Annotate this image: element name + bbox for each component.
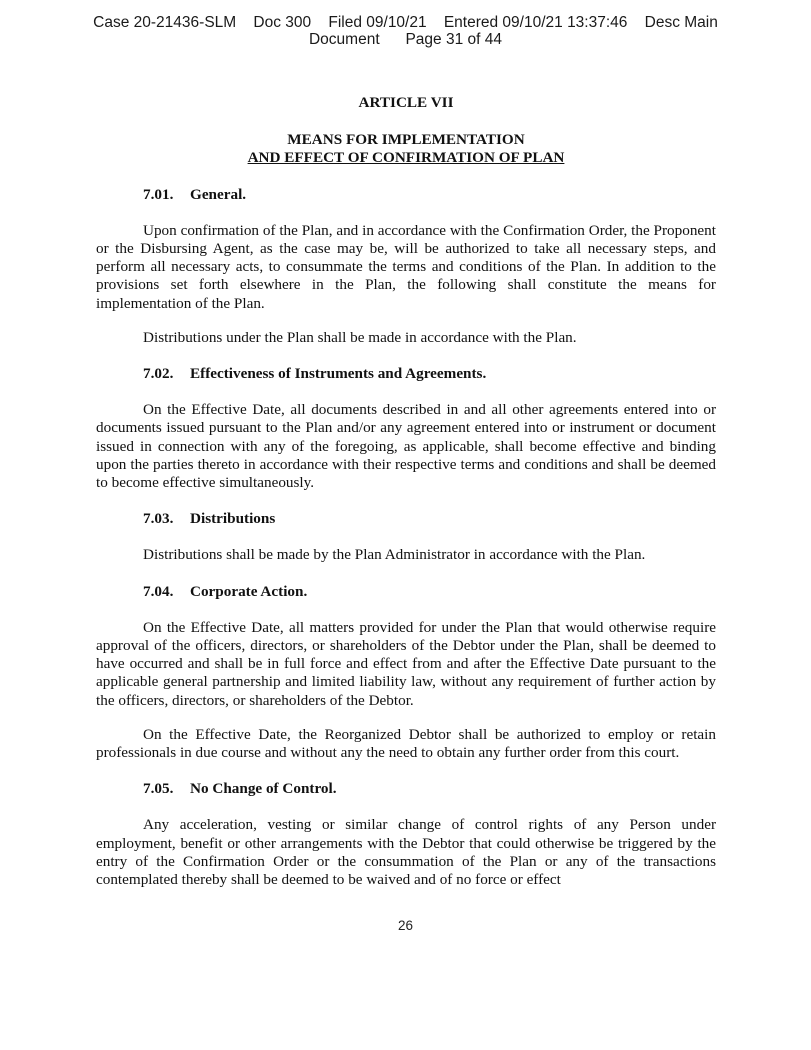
section-number: 7.02. — [143, 365, 174, 383]
article-title: ARTICLE VII — [358, 94, 454, 111]
article-heading-line1: MEANS FOR IMPLEMENTATION — [287, 131, 525, 149]
paragraph: On the Effective Date, all matters provided for under the Plan that would otherwise require approval of the officers, directors, or shareholders of the Debtor under the Plan, shall be deemed to have occurred and shall be in full force and effect from and after the Effective Date pursuant to the applicable general partnership and limited liability law, without any requirement of further action by the officers, directors, or shareholders of the Debtor. — [96, 618, 716, 709]
section-title: No Change of Control. — [190, 780, 337, 798]
section-heading-7-02 — [96, 365, 716, 383]
article-heading — [96, 131, 716, 167]
section-title: Distributions — [190, 510, 276, 528]
filing-header-page-line: Document Page 31 of 44 — [308, 31, 502, 48]
section-title: General. — [190, 185, 247, 203]
section-number: 7.03. — [143, 510, 174, 528]
article-heading-line2: AND EFFECT OF CONFIRMATION OF PLAN — [247, 149, 565, 167]
section-heading-7-01 — [96, 186, 716, 204]
section-number: 7.05. — [143, 780, 174, 798]
paragraph: On the Effective Date, the Reorganized Debtor shall be authorized to employ or retain professionals in due course and without any the need to obtain any further order from this court. — [96, 725, 716, 762]
section-title: Effectiveness of Instruments and Agreements. — [190, 365, 487, 383]
paragraph: Distributions shall be made by the Plan Administrator in accordance with the Plan. — [143, 546, 646, 564]
document-body — [96, 94, 716, 889]
section-heading-7-04 — [96, 583, 716, 601]
paragraph: Any acceleration, vesting or similar change of control rights of any Person under employment, benefit or other arrangements with the Debtor that could otherwise be triggered by the entry of the Confirmation Order or the consummation of the Plan or any of the transactions contemplated thereby shall be deemed to be waived and of no force or effect — [96, 816, 716, 889]
paragraph: Distributions under the Plan shall be made in accordance with the Plan. — [143, 328, 577, 346]
section-title: Corporate Action. — [190, 582, 308, 600]
section-heading-7-05 — [96, 780, 716, 798]
section-heading-7-03 — [96, 510, 716, 528]
paragraph: Upon confirmation of the Plan, and in accordance with the Confirmation Order, the Proponent or the Disbursing Agent, as the case may be, will be authorized to take all necessary steps, and perform all necessary acts, to consummate the terms and conditions of the Plan. In addition to the provisions set forth elsewhere in the Plan, the following shall constitute the means for implementation of the Plan. — [96, 221, 716, 312]
court-filing-header — [0, 14, 811, 48]
section-number: 7.04. — [143, 582, 174, 600]
filing-header-case-line: Case 20-21436-SLM Doc 300 Filed 09/10/21 Entered 09/10/21 13:37:46 Desc Main — [93, 14, 718, 31]
section-number: 7.01. — [143, 185, 174, 203]
page-number: 26 — [397, 918, 414, 933]
paragraph: On the Effective Date, all documents described in and all other agreements entered into or documents issued pursuant to the Plan and/or any agreement entered into or instrument or document issued in connection with any of the foregoing, as applicable, shall become effective and binding upon the parties thereto in accordance with their respective terms and conditions and shall be deemed to become effective simultaneously. — [96, 401, 716, 492]
